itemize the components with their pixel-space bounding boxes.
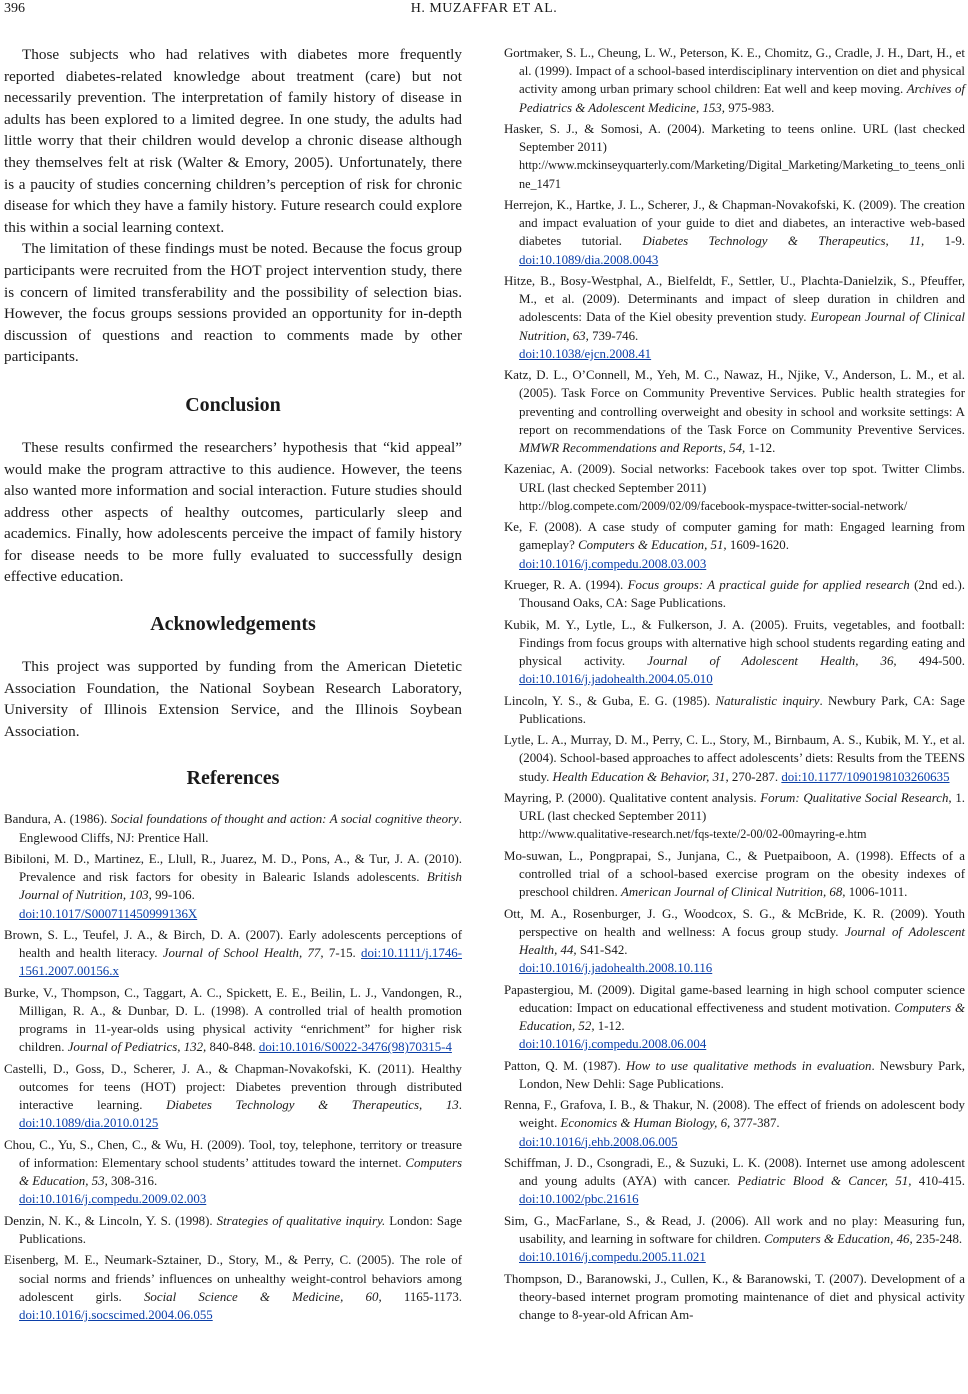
- reference-entry: [504, 692, 965, 728]
- reference-entry: [504, 1154, 965, 1209]
- reference-text: Eisenberg, M. E., Neumark-Sztainer, D., Story, M., & Perry, C. (2005). The role of social norms and friends’ influences on unhealthy weight-control behaviors among adolescent girls.: [4, 1253, 462, 1304]
- reference-entry: [504, 789, 965, 844]
- doi-link[interactable]: doi:10.1017/S000711450999136X: [19, 906, 198, 921]
- reference-text: 1006-1011.: [845, 885, 908, 900]
- reference-source: Archives of Pediatrics & Adolescent Medicine, 153,: [519, 82, 965, 115]
- reference-text: Kubik, M. Y., Lytle, L., & Fulkerson, J. A. (2005). Fruits, vegetables, and football: Findings from focus groups with alternative high school students regarding eating and physical activity.: [504, 617, 965, 668]
- reference-list-right: [504, 44, 965, 1324]
- reference-source: Computers & Education, 46,: [764, 1231, 913, 1246]
- doi-link[interactable]: doi:10.1016/j.compedu.2008.06.004: [519, 1037, 707, 1052]
- page-number: 396: [4, 1, 25, 16]
- reference-entry: [4, 1212, 462, 1248]
- reference-text: Herrejon, K., Hartke, J. L., Scherer, J., & Chapman-Novakofski, K. (2009). The creation and impact evaluation of your guide to diet and diabetes, an interactive web-based diabetes tutorial.: [504, 198, 965, 249]
- reference-text: 739-746.: [588, 328, 639, 343]
- reference-source: American Journal of Clinical Nutrition, 68,: [621, 885, 846, 900]
- reference-text: (2nd ed.). Thousand Oaks, CA: Sage Publications.: [519, 578, 965, 611]
- reference-entry: [504, 460, 965, 515]
- reference-text: 1609-1620.: [726, 538, 789, 553]
- reference-text: 7-15.: [323, 946, 362, 961]
- reference-source: Focus groups: A practical guide for applied research: [627, 578, 910, 592]
- reference-source: Naturalistic inquiry: [715, 693, 820, 708]
- reference-text: Gortmaker, S. L., Cheung, L. W., Peterson, K. E., Chomitz, G., Cradle, J. H., Dart, H., et al. (1999). Impact of a school-based interdisciplinary intervention on diet and physical activity among urban primary school children: Eat well and keep moving.: [504, 46, 965, 97]
- reference-text: 1-12.: [594, 1018, 625, 1033]
- reference-text: Katz, D. L., O’Connell, M., Yeh, M. C., Nawaz, H., Njike, V., Anderson, L. M., et al. (2005). Task Force on Community Preventive Services. Public health strategies for preventing and controlling overweight and obesity in school and worksite settings: A report on recommendations of the Task Force on Community Preventive Services.: [504, 368, 965, 437]
- reference-text: 840-848.: [206, 1040, 259, 1055]
- reference-text: Brown, S. L., Teufel, J. A., & Birch, D. A. (2007). Early adolescents perceptions of health and health literacy.: [4, 928, 462, 961]
- reference-text: Mayring, P. (2000). Qualitative content analysis.: [504, 790, 761, 805]
- reference-text: Hitze, B., Bosy-Westphal, A., Bielfeldt, F., Settler, U., Plachta-Danielzik, S., Pfeuffer, M., et al. (2009). Determinants and impact of sleep duration in children and adolescents: Data of the Kiel obesity prevention study.: [504, 274, 965, 325]
- reference-text: Papastergiou, M. (2009). Digital game-based learning in high school computer science education: Impact on educational effectiveness and student motivation.: [504, 982, 965, 1015]
- reference-text: Hasker, S. J., & Somosi, A. (2004). Marketing to teens online. URL (last checked September 2011): [504, 122, 965, 155]
- reference-entry: [4, 810, 462, 846]
- reference-text: .: [458, 1098, 462, 1113]
- doi-link[interactable]: doi:10.1089/dia.2008.0043: [519, 252, 659, 267]
- reference-text: Bibiloni, M. D., Martinez, E., Llull, R., Juarez, M. D., Pons, A., & Tur, J. A. (2010). Prevalence and risk factors for obesity in Balearic Islands adolescents.: [4, 852, 462, 885]
- reference-text: . Newsbury Park, London, New Dehli: Sage Publications.: [519, 1058, 965, 1091]
- doi-link[interactable]: doi:10.1016/j.jadohealth.2004.05.010: [519, 672, 713, 687]
- running-head: H. MUZAFFAR ET AL.: [410, 1, 558, 16]
- reference-source: Computers & Education, 52,: [519, 1000, 965, 1033]
- reference-text: Chou, C., Yu, S., Chen, C., & Wu, H. (2009). Tool, toy, telephone, territory or treasure of information: Elementary school students’ attitudes toward the internet.: [4, 1137, 462, 1171]
- reference-entry: [504, 196, 965, 269]
- reference-source: How to use qualitative methods in evaluation: [625, 1058, 872, 1073]
- reference-text: Ott, M. A., Rosenburger, J. G., Woodcox, S. G., & McBride, K. R. (2009). Youth perspective on health and wellness: A focus group study.: [504, 906, 965, 939]
- reference-text: 308-316.: [107, 1174, 158, 1189]
- reference-text: Patton, Q. M. (1987).: [504, 1058, 626, 1073]
- reference-text: Castelli, D., Goss, D., Scherer, J. A., & Chapman-Novakofski, K. (2011). Healthy outcomes for teens (HOT) project: Diabetes prevention through distributed interactive learning.: [4, 1061, 462, 1113]
- reference-text: Schiffman, J. D., Csongradi, E., & Suzuki, L. K. (2008). Internet use among adolescent and young adults (AYA) with cancer.: [504, 1155, 965, 1189]
- doi-link[interactable]: doi:10.1016/j.jadohealth.2008.10.116: [519, 961, 713, 976]
- left-column: [4, 44, 462, 1327]
- reference-text: 1-9.: [924, 234, 965, 249]
- reference-source: Journal of Adolescent Health, 44,: [519, 924, 965, 957]
- reference-text: 1165-1173.: [381, 1289, 462, 1304]
- reference-source: Pediatric Blood & Cancer, 51,: [737, 1174, 912, 1189]
- reference-text: Denzin, N. K., & Lincoln, Y. S. (1998).: [4, 1213, 217, 1228]
- reference-text: Krueger, R. A. (1994).: [504, 578, 628, 592]
- references-heading: References: [186, 767, 280, 790]
- reference-entry: [504, 616, 965, 689]
- reference-text: Renna, F., Grafova, I. B., & Thakur, N. (2008). The effect of friends on adolescent body weight.: [504, 1098, 965, 1131]
- reference-url[interactable]: http://www.mckinseyquarterly.com/Marketing/Digital_Marketing/Marketing_to_teens_online_1471: [519, 158, 965, 191]
- doi-link[interactable]: doi:10.1016/j.ehb.2008.06.005: [519, 1134, 678, 1149]
- reference-source: Computers & Education, 51,: [578, 538, 727, 553]
- reference-entry: [4, 926, 462, 981]
- reference-entry: [504, 847, 965, 902]
- body-paragraph: The limitation of these findings must be noted. Because the focus group participants were recruited from the HOT project intervention study, there is concern of limited transferability and the possibility of selection bias. However, the focus groups sessions provided an opportunity for in-depth discussion of questions and reaction to comments made by other participants.: [4, 240, 462, 366]
- reference-entry: [504, 576, 965, 612]
- doi-link[interactable]: doi:10.1002/pbc.21616: [519, 1192, 639, 1207]
- page-header: [0, 0, 968, 26]
- reference-text: . Newbury Park, CA: Sage Publications.: [519, 693, 965, 726]
- acknowledgements-text: This project was supported by funding from the American Dietetic Association Foundation, the National Soybean Research Laboratory, University of Illinois Extension Service, and the Illinois Soybean Association.: [4, 658, 462, 740]
- reference-text: 410-415.: [911, 1174, 965, 1189]
- reference-entry: [504, 272, 965, 363]
- reference-entry: [4, 1251, 462, 1324]
- body-paragraph: Those subjects who had relatives with diabetes more frequently reported diabetes-related knowledge about treatment (care) but not necessarily prevention. The interpretation of family history of disease in adults has been explored to a limited degree. In one study, the adults had little worry that their children would develop a chronic disease although they themselves felt at risk (Walter & Emory, 2005). Unfortunately, there is a paucity of studies concerning children’s perception of risk for chronic disease for which they have a family history. Future research could explore this within a social learning context.: [4, 46, 462, 236]
- reference-text: Lincoln, Y. S., & Guba, E. G. (1985).: [504, 693, 716, 708]
- reference-source: Journal of Adolescent Health, 36,: [647, 654, 897, 668]
- reference-entry: [504, 981, 965, 1054]
- reference-entry: [504, 120, 965, 193]
- reference-text: , 1. URL (last checked September 2011): [519, 790, 965, 824]
- reference-entry: [4, 1060, 462, 1133]
- reference-url[interactable]: http://www.qualitative-research.net/fqs-texte/2-00/02-00mayring-e.htm: [519, 827, 867, 842]
- reference-entry: [504, 905, 965, 978]
- reference-entry: [504, 1212, 965, 1267]
- reference-source: MMWR Recommendations and Reports, 54,: [519, 441, 746, 456]
- reference-source: Economics & Human Biology, 6,: [560, 1116, 731, 1131]
- reference-text: Mo-suwan, L., Pongprapai, S., Junjana, C., & Puetpaiboon, A. (1998). Effects of a controlled trial of a school-based exercise program on the obesity indexes of preschool children.: [504, 848, 965, 900]
- doi-link[interactable]: doi:10.1038/ejcn.2008.41: [519, 346, 652, 361]
- reference-list-left: [4, 810, 462, 1324]
- acknowledgements-heading: Acknowledgements: [150, 613, 316, 636]
- reference-text: Burke, V., Thompson, C., Taggart, A. C., Spickett, E. E., Beilin, L. J., Vandongen, R., Milligan, R. A., & Dunbar, D. L. (1998). A controlled trial of health promotion programs in 11-year-olds using physical activity “enrichment” for higher risk children.: [4, 985, 462, 1055]
- right-column: [504, 44, 965, 1327]
- reference-source: Journal of Pediatrics, 132,: [67, 1040, 207, 1055]
- reference-entry: [504, 44, 965, 117]
- doi-link[interactable]: doi:10.1177/1090198103260635: [781, 769, 950, 784]
- reference-entry: [504, 1270, 965, 1325]
- doi-link[interactable]: doi:10.1016/S0022-3476(98)70315-4: [258, 1040, 452, 1055]
- reference-text: 270-287.: [728, 769, 782, 784]
- reference-source: Computers & Education, 53,: [19, 1156, 462, 1189]
- reference-text: Sim, G., MacFarlane, S., & Read, J. (2006). All work and no play: Measuring fun, usability, and learning in software for children.: [504, 1213, 965, 1246]
- doi-link[interactable]: doi:10.1016/j.socscimed.2004.06.055: [19, 1308, 213, 1323]
- reference-text: Lytle, L. A., Murray, D. M., Perry, C. L., Story, M., Birnbaum, A. S., Kubik, M. Y., et al. (2004). School-based approaches to affect adolescents’ diets: Results from the TEENS study.: [504, 733, 965, 784]
- reference-source: Social foundations of thought and action: A social cognitive theory: [110, 812, 459, 827]
- doi-link[interactable]: doi:10.1016/j.compedu.2005.11.021: [519, 1250, 706, 1265]
- reference-entry: [4, 1136, 462, 1209]
- reference-text: Bandura, A. (1986).: [4, 812, 111, 827]
- reference-text: 377-387.: [730, 1116, 780, 1131]
- reference-text: . Englewood Cliffs, NJ: Prentice Hall.: [19, 812, 462, 845]
- doi-link[interactable]: doi:10.1016/j.compedu.2008.03.003: [519, 556, 707, 571]
- reference-source: Health Education & Behavior, 31,: [552, 769, 729, 784]
- doi-link[interactable]: doi:10.1089/dia.2010.0125: [19, 1116, 159, 1131]
- reference-source: Diabetes Technology & Therapeutics, 13: [166, 1098, 459, 1113]
- reference-source: European Journal of Clinical Nutrition, 63,: [519, 310, 965, 343]
- doi-link[interactable]: doi:10.1111/j.1746-1561.2007.00156.x: [19, 946, 463, 979]
- reference-url[interactable]: http://blog.compete.com/2009/02/09/facebook-myspace-twitter-social-network/: [519, 498, 908, 513]
- reference-source: Journal of School Health, 77,: [162, 946, 324, 961]
- reference-entry: [504, 1057, 965, 1093]
- reference-source: Forum: Qualitative Social Research: [760, 790, 949, 805]
- reference-source: Diabetes Technology & Therapeutics, 11,: [642, 234, 925, 249]
- reference-text: Kazeniac, A. (2009). Social networks: Facebook takes over top spot. Twitter Climbs. URL (last checked September 2011): [504, 462, 965, 495]
- reference-entry: [504, 366, 965, 457]
- reference-source: Social Science & Medicine, 60,: [143, 1289, 382, 1304]
- conclusion-heading: Conclusion: [185, 393, 281, 416]
- reference-text: S41-S42.: [576, 942, 628, 957]
- reference-text: 975-983.: [724, 100, 775, 115]
- reference-text: Ke, F. (2008). A case study of computer gaming for math: Engaged learning from gameplay?: [504, 520, 965, 553]
- reference-entry: [504, 518, 965, 573]
- reference-source: Strategies of qualitative inquiry.: [216, 1213, 386, 1228]
- reference-text: Thompson, D., Baranowski, J., Cullen, K., & Baranowski, T. (2007). Development of a theory-based internet program promoting maintenance of diet and physical activity change to 8-year-old African Am-: [504, 1271, 965, 1322]
- reference-entry: [4, 850, 462, 923]
- reference-text: 494-500.: [896, 654, 965, 668]
- reference-text: 99-106.: [151, 888, 195, 903]
- reference-entry: [504, 1096, 965, 1151]
- conclusion-text: These results confirmed the researchers’ hypothesis that “kid appeal” would make the program attractive to this audience. However, the teens also wanted more information and social interaction. Future studies should address other aspects of healthy outcomes, particularly sleep and academics. Finally, how adolescents perceive the impact of family history for disease needs to be more fully evaluated to successfully design effective education.: [4, 438, 462, 586]
- reference-entry: [504, 731, 965, 786]
- reference-text: 1-12.: [745, 441, 776, 456]
- reference-entry: [4, 984, 462, 1057]
- reference-text: 235-248.: [912, 1231, 963, 1246]
- doi-link[interactable]: doi:10.1016/j.compedu.2009.02.003: [19, 1192, 207, 1207]
- reference-source: British Journal of Nutrition, 103,: [19, 870, 462, 903]
- reference-text: London: Sage Publications.: [19, 1213, 462, 1247]
